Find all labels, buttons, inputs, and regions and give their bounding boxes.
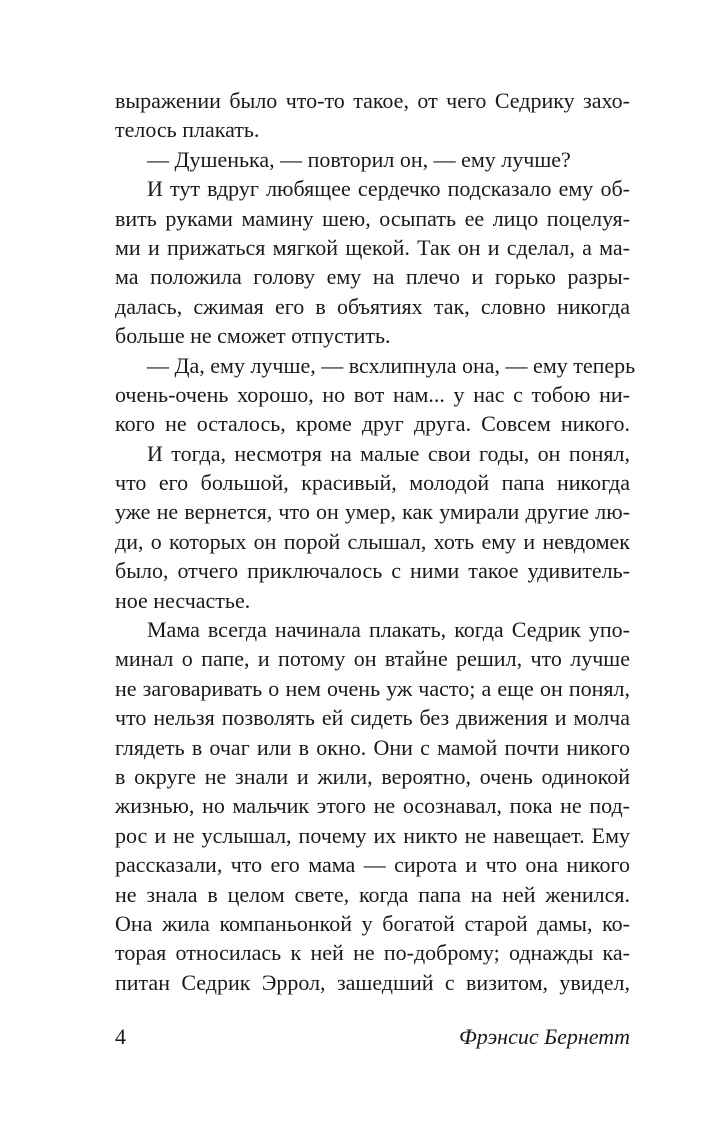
text-line: питан Седрик Эррол, зашедший с визитом, увидел, bbox=[115, 969, 630, 995]
text-line: глядеть в очаг или в окно. Они с мамой почти никого bbox=[115, 734, 630, 760]
text-line: выражении было что-то такое, от чего Седрику захо- bbox=[115, 88, 630, 113]
text-line: минал о папе, и потому он втайне решил, что лучше bbox=[115, 646, 630, 672]
text-line: не заговаривать о нем очень уж часто; а еще он понял, bbox=[115, 675, 630, 701]
text-line: И тут вдруг любящее сердечко подсказало ему об- bbox=[147, 176, 630, 202]
text-line: ное несчастье. bbox=[115, 587, 251, 613]
text-line: торая относилась к ней не по-доброму; однажды ка- bbox=[115, 940, 630, 966]
text-line: ди, о которых он порой слышал, хоть ему и невдомек bbox=[115, 528, 630, 554]
text-line: уже не вернется, что он умер, как умирали другие лю- bbox=[115, 499, 630, 525]
text-line: не знала в целом свете, когда папа на ней женился. bbox=[115, 881, 630, 907]
text-line: ми и прижаться мягкой щекой. Так он и сделал, а ма- bbox=[115, 234, 630, 260]
running-footer-author: Фрэнсис Бернетт bbox=[459, 1024, 630, 1049]
text-line: И тогда, несмотря на малые свои годы, он понял, bbox=[147, 440, 630, 466]
text-line: в округе не знали и жили, вероятно, очень одинокой bbox=[115, 763, 630, 789]
text-line: Мама всегда начинала плакать, когда Седрик упо- bbox=[147, 617, 630, 643]
text-line: — Душенька, — повторил он, — ему лучше? bbox=[147, 146, 571, 172]
text-line: рассказали, что его мама — сирота и что она никого bbox=[115, 852, 630, 878]
page-number: 4 bbox=[115, 1024, 126, 1049]
text-line: Она жила компаньонкой у богатой старой дамы, ко- bbox=[115, 910, 630, 936]
text-line: жизнью, но мальчик этого не осознавал, пока не под- bbox=[115, 793, 630, 819]
text-line: кого не осталось, кроме друг друга. Совсем никого. bbox=[115, 411, 630, 437]
text-line: что его большой, красивый, молодой папа никогда bbox=[115, 470, 630, 496]
text-line: далась, сжимая его в объятиях так, словно никогда bbox=[115, 293, 630, 319]
text-line: телось плакать. bbox=[115, 117, 260, 143]
body-text bbox=[115, 86, 636, 997]
text-line: вить руками мамину шею, осыпать ее лицо поцелуя- bbox=[115, 205, 630, 231]
text-line: рос и не услышал, почему их никто не навещает. Ему bbox=[115, 822, 630, 848]
text-line: что нельзя позволять ей сидеть без движения и молча bbox=[115, 705, 630, 731]
text-line: было, отчего приключалось с ними такое удивитель- bbox=[115, 558, 630, 584]
text-line: очень-очень хорошо, но вот нам... у нас с тобою ни- bbox=[115, 381, 630, 407]
page-footer bbox=[115, 1022, 630, 1052]
text-line: больше не сможет отпустить. bbox=[115, 323, 391, 349]
text-line: ма положила голову ему на плечо и горько разры- bbox=[115, 264, 630, 290]
text-line: — Да, ему лучше, — всхлипнула она, — ему теперь bbox=[147, 352, 636, 378]
